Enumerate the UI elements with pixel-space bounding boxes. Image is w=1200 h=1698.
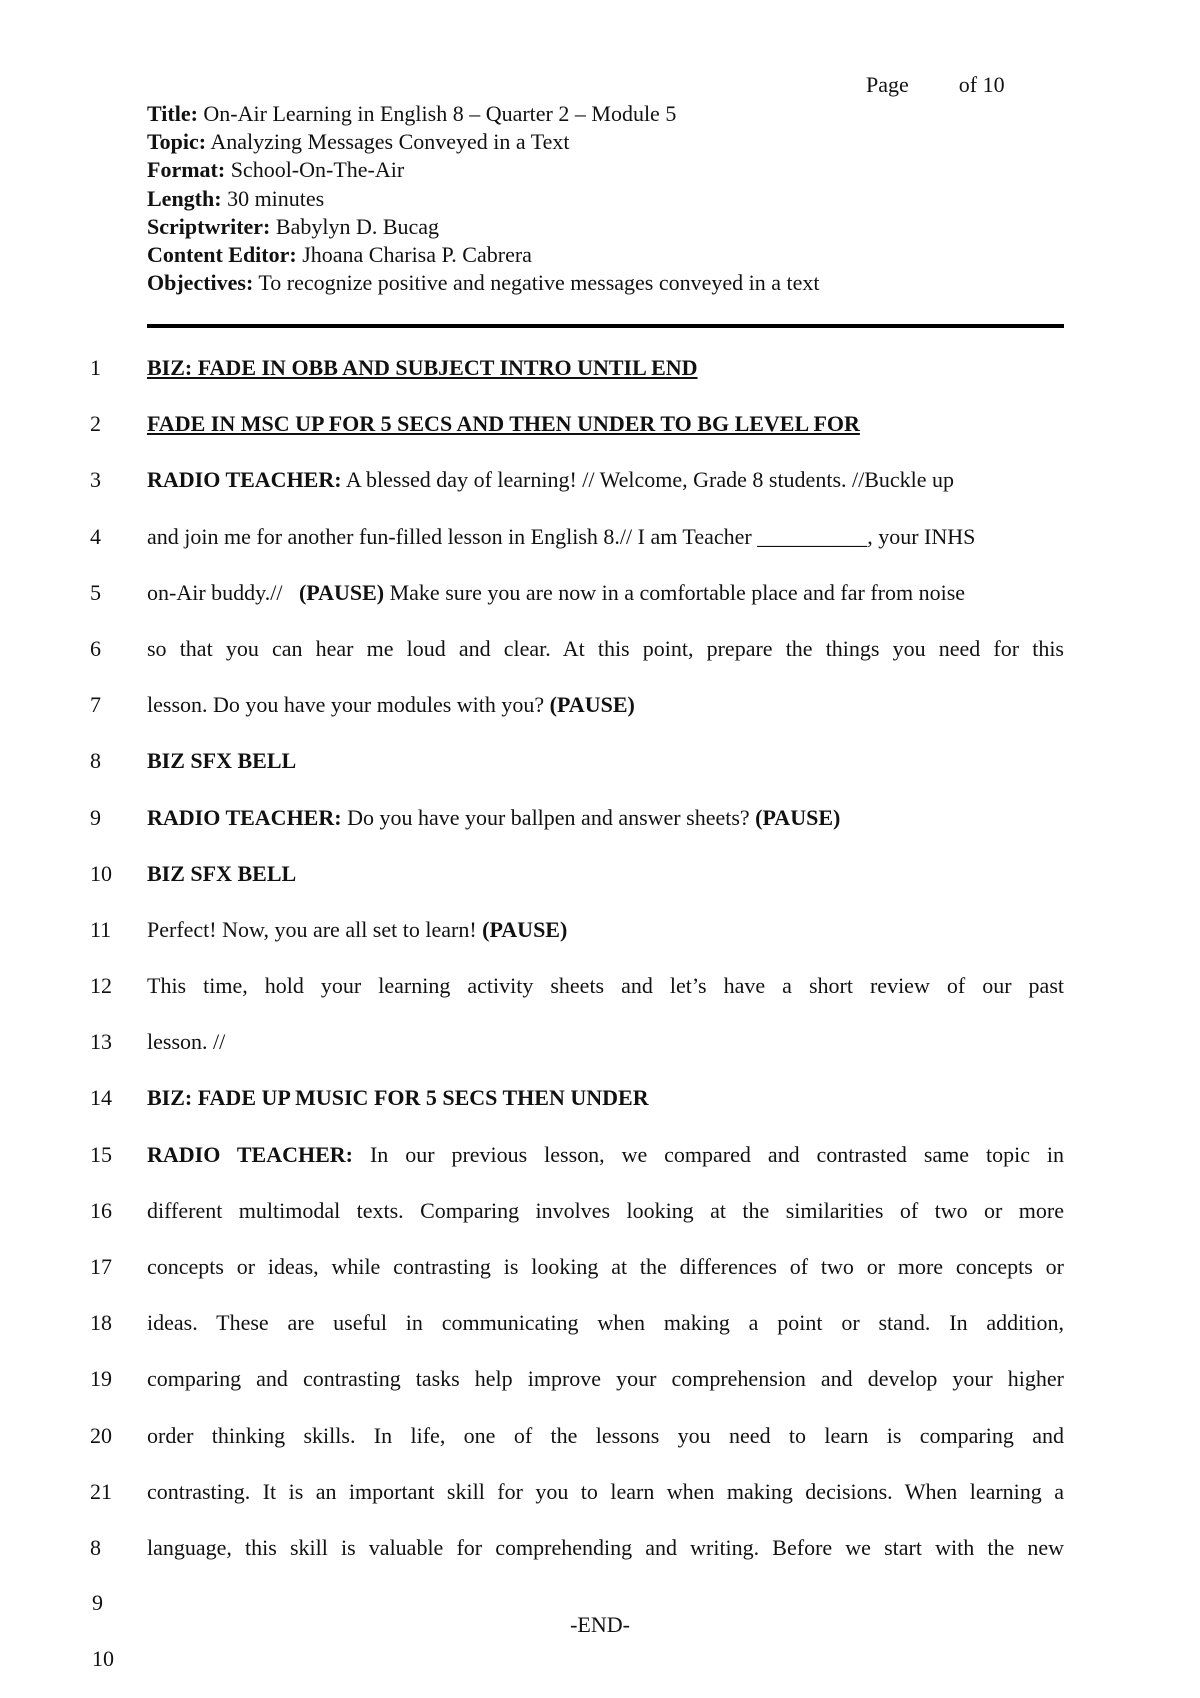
line-number: 4 xyxy=(90,523,101,549)
title-value: On-Air Learning in English 8 – Quarter 2 – Module 5 xyxy=(203,101,677,126)
end-marker: -END- xyxy=(570,1612,630,1637)
script-line xyxy=(0,578,1200,634)
script-line xyxy=(0,1533,1200,1589)
length-label: Length: xyxy=(147,185,222,211)
line-number: 17 xyxy=(90,1254,112,1279)
line-number: 6 xyxy=(90,635,101,661)
script-line xyxy=(0,859,1200,915)
line-text xyxy=(147,578,1064,608)
line-content: Make sure you are now in a comfortable place and far from noise xyxy=(389,579,966,605)
scriptwriter-value: Babylyn D. Bucag xyxy=(275,213,440,239)
script-line xyxy=(0,1421,1200,1477)
title-label: Title: xyxy=(147,101,198,126)
speaker-label: RADIO TEACHER: xyxy=(147,804,342,830)
line-content: Perfect! Now, you are all set to learn! xyxy=(147,916,477,942)
objectives-label: Objectives: xyxy=(147,270,254,296)
script-line xyxy=(0,915,1200,971)
script-line xyxy=(0,1252,1200,1308)
length-value: 30 minutes xyxy=(227,185,325,211)
line-text: order thinking skills. In life, one of the lessons you need to learn is comparing and xyxy=(147,1422,1064,1448)
line-number: 7 xyxy=(90,692,101,718)
objectives-row xyxy=(147,269,820,297)
script-line xyxy=(0,1364,1200,1420)
speaker-label: RADIO TEACHER: xyxy=(147,1141,353,1167)
line-number: 20 xyxy=(90,1422,112,1448)
line-text xyxy=(147,690,1064,720)
trailing-line-number: 10 xyxy=(92,1646,114,1671)
script-line xyxy=(0,1140,1200,1196)
format-row xyxy=(147,156,820,184)
length-row xyxy=(147,185,820,213)
script-line xyxy=(0,634,1200,690)
script-line xyxy=(0,1027,1200,1083)
line-number: 18 xyxy=(90,1310,112,1336)
line-text: BIZ: FADE IN OBB AND SUBJECT INTRO UNTIL END xyxy=(147,355,698,380)
format-value: School-On-The-Air xyxy=(230,157,405,183)
line-text: BIZ SFX BELL xyxy=(147,860,297,886)
line-text: so that you can hear me loud and clear. At this point, prepare the things you need for this xyxy=(147,635,1064,661)
line-content: A blessed day of learning! // Welcome, Grade 8 students. //Buckle up xyxy=(345,467,955,493)
speaker-label: RADIO TEACHER: xyxy=(147,467,342,493)
line-text: This time, hold your learning activity sheets and let’s have a short review of our past xyxy=(147,973,1064,999)
line-number: 8 xyxy=(90,748,101,774)
line-text: contrasting. It is an important skill for you to learn when making decisions. When learning a xyxy=(147,1478,1064,1504)
editor-value: Jhoana Charisa P. Cabrera xyxy=(302,242,532,268)
script-header xyxy=(147,100,820,297)
line-text: ideas. These are useful in communicating when making a point or stand. In addition, xyxy=(147,1310,1064,1336)
format-label: Format: xyxy=(147,157,226,183)
pause-cue: (PAUSE) xyxy=(549,692,635,718)
trailing-line-number: 9 xyxy=(92,1590,103,1615)
header-divider xyxy=(147,324,1064,328)
editor-row xyxy=(147,241,820,269)
script-body xyxy=(0,353,1200,1589)
editor-label: Content Editor: xyxy=(147,242,297,268)
line-number: 1 xyxy=(90,355,101,380)
line-text xyxy=(147,803,1064,833)
topic-label: Topic: xyxy=(147,129,207,155)
script-line xyxy=(0,690,1200,746)
line-number: 2 xyxy=(90,411,101,437)
line-text: FADE IN MSC UP FOR 5 SECS AND THEN UNDER TO BG LEVEL FOR xyxy=(147,411,860,437)
script-line xyxy=(0,409,1200,465)
line-text xyxy=(147,915,1064,945)
line-content: lesson. Do you have your modules with you? xyxy=(147,692,545,718)
line-number: 10 xyxy=(90,860,112,886)
line-text: and join me for another fun-filled lesson in English 8.// I am Teacher __________, your INHS xyxy=(147,523,976,549)
line-text: lesson. // xyxy=(147,1029,226,1055)
title-row xyxy=(147,100,820,128)
page-number xyxy=(866,72,1005,98)
line-text xyxy=(147,1140,1064,1170)
line-number: 21 xyxy=(90,1478,112,1504)
scriptwriter-row xyxy=(147,213,820,241)
pause-cue: (PAUSE) xyxy=(298,579,385,605)
script-line xyxy=(0,522,1200,578)
line-text: concepts or ideas, while contrasting is looking at the differences of two or more concepts or xyxy=(147,1254,1064,1279)
line-number: 19 xyxy=(90,1366,112,1392)
topic-row xyxy=(147,128,820,156)
pause-cue: (PAUSE) xyxy=(482,916,568,942)
line-content: In our previous lesson, we compared and contrasted same topic in xyxy=(369,1141,1065,1167)
script-line xyxy=(0,1083,1200,1139)
pause-cue: (PAUSE) xyxy=(755,804,841,830)
page-label: Page xyxy=(866,72,909,97)
script-line xyxy=(0,746,1200,802)
line-number: 9 xyxy=(90,804,101,830)
line-content: on-Air buddy.// xyxy=(147,579,283,605)
script-line xyxy=(0,971,1200,1027)
objectives-value: To recognize positive and negative messages conveyed in a text xyxy=(258,270,820,296)
script-line xyxy=(0,465,1200,521)
line-text: comparing and contrasting tasks help improve your comprehension and develop your higher xyxy=(147,1366,1064,1392)
page-total: of 10 xyxy=(958,72,1005,97)
line-text: BIZ SFX BELL xyxy=(147,748,297,774)
line-number: 12 xyxy=(90,973,112,999)
script-line xyxy=(0,353,1200,409)
line-number: 16 xyxy=(90,1197,112,1223)
line-number: 11 xyxy=(90,916,112,942)
line-number: 14 xyxy=(90,1085,112,1111)
line-text: different multimodal texts. Comparing involves looking at the similarities of two or more xyxy=(147,1197,1064,1223)
topic-value: Analyzing Messages Conveyed in a Text xyxy=(210,129,570,155)
line-text: language, this skill is valuable for comprehending and writing. Before we start with the new xyxy=(147,1534,1064,1560)
line-number: 15 xyxy=(90,1141,112,1167)
script-line xyxy=(0,803,1200,859)
line-number: 13 xyxy=(90,1029,112,1055)
script-line xyxy=(0,1477,1200,1533)
scriptwriter-label: Scriptwriter: xyxy=(147,213,271,239)
line-content: Do you have your ballpen and answer sheets? xyxy=(347,804,750,830)
script-line xyxy=(0,1308,1200,1364)
line-number: 5 xyxy=(90,579,101,605)
line-text: BIZ: FADE UP MUSIC FOR 5 SECS THEN UNDER xyxy=(147,1085,649,1111)
line-number: 3 xyxy=(90,467,101,493)
script-line xyxy=(0,1196,1200,1252)
line-number: 8 xyxy=(90,1534,101,1560)
line-text xyxy=(147,465,1064,495)
